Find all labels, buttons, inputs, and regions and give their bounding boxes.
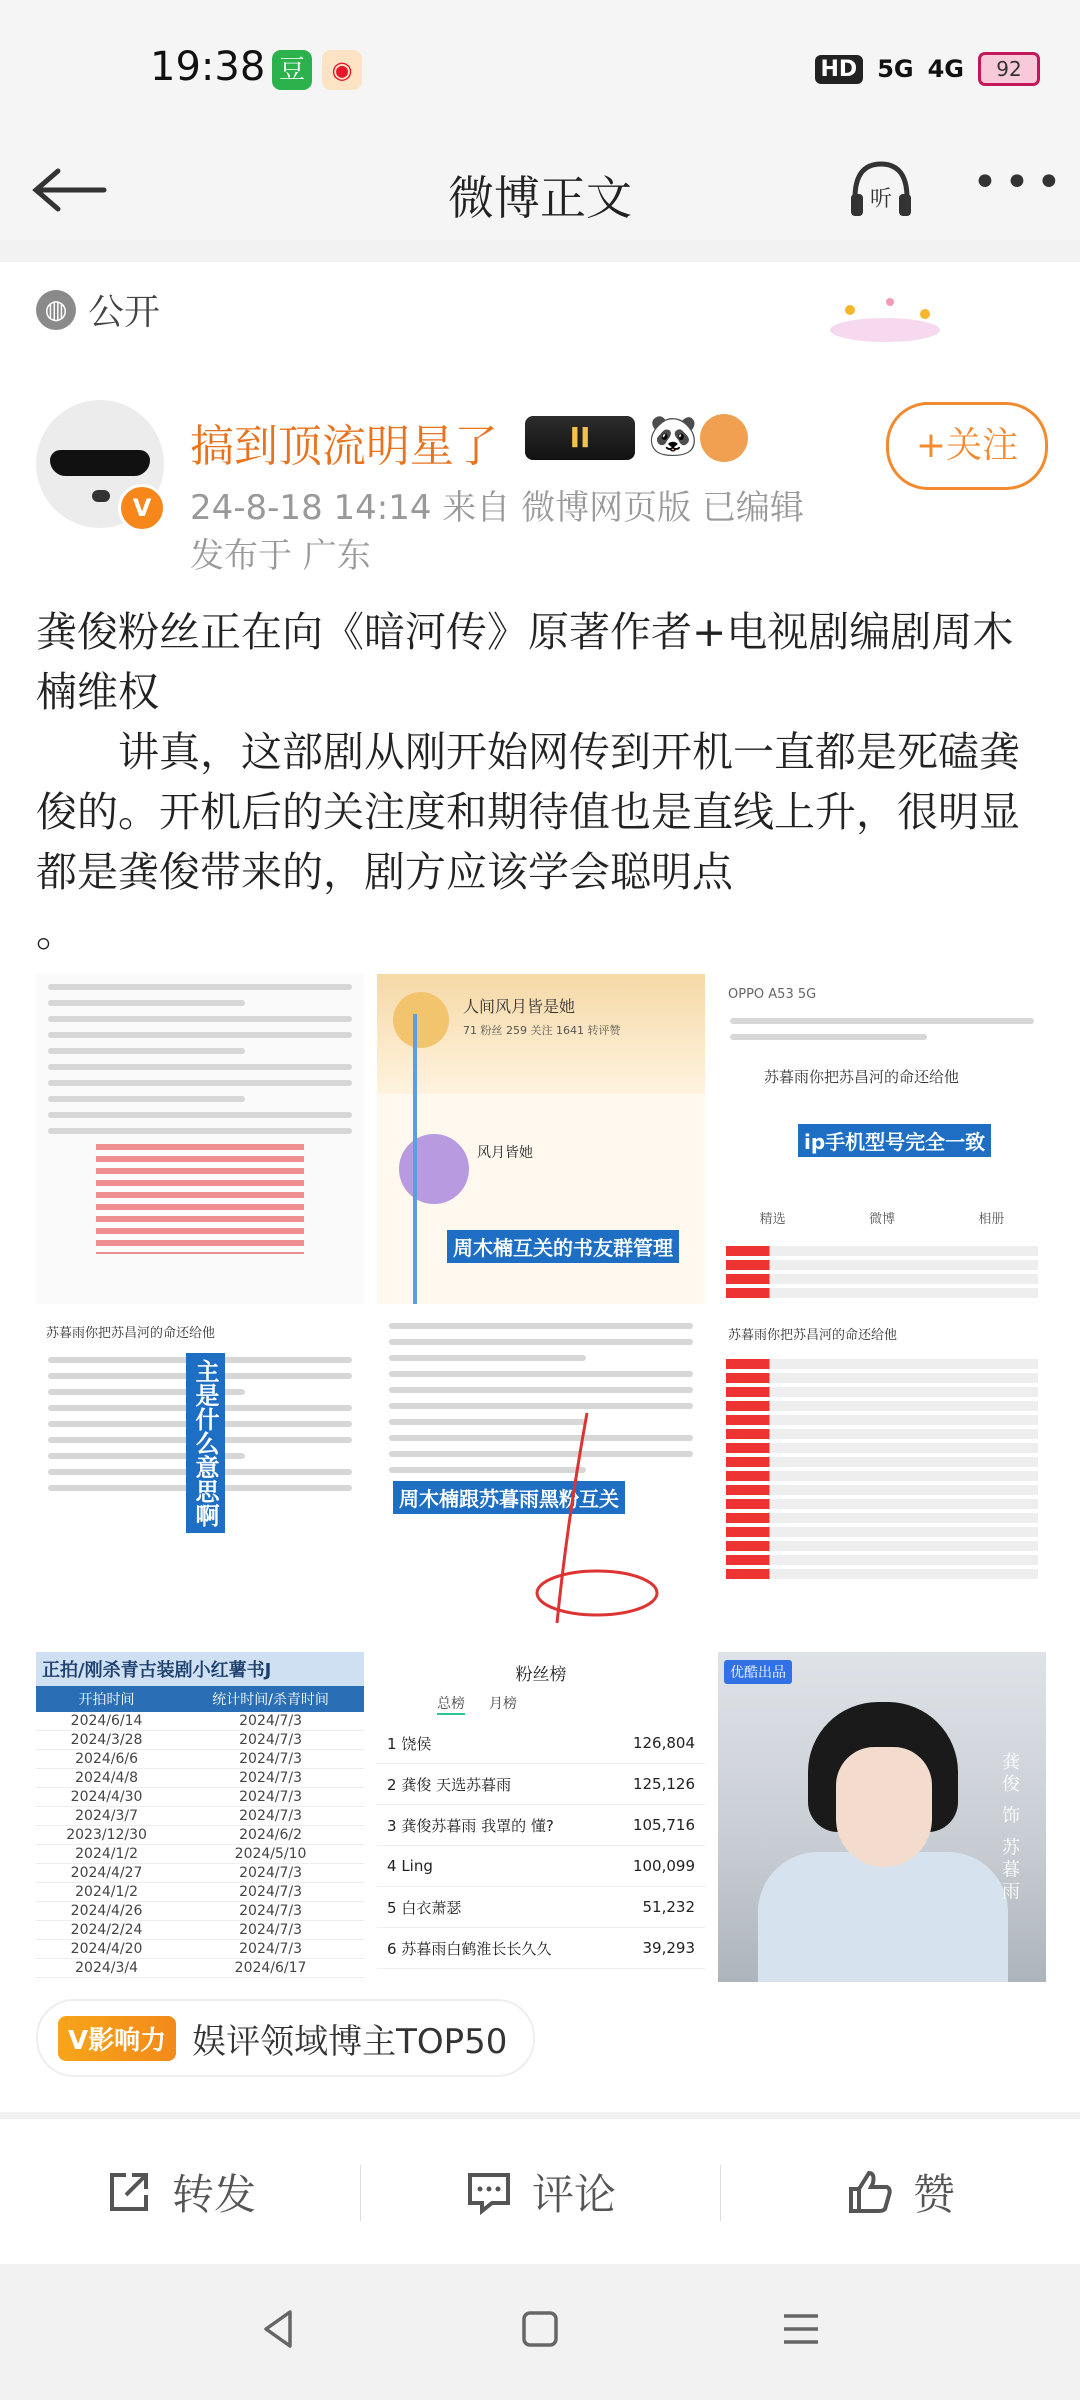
image-7-cell: 2024/4/8 — [36, 1769, 177, 1788]
image-7-cell: 2024/4/27 — [36, 1864, 177, 1883]
image-7-row — [36, 1826, 364, 1845]
image-7-cell: 2024/7/3 — [177, 1788, 364, 1807]
influence-badge[interactable] — [36, 1999, 535, 2077]
rank-row — [377, 1723, 705, 1764]
like-button[interactable] — [720, 2119, 1080, 2265]
rank-row — [377, 1764, 705, 1805]
fish-badge-icon — [700, 414, 748, 462]
image-7-row — [36, 1731, 364, 1750]
image-7-cell: 2024/6/2 — [177, 1826, 364, 1845]
rank-number: 5 — [387, 1898, 397, 1917]
image-9-tag: 优酷出品 — [724, 1660, 792, 1684]
author-name[interactable]: 搞到顶流明星了 — [190, 421, 498, 472]
image-8-ranklist — [377, 1723, 705, 1969]
comment-label: 评论 — [531, 2170, 616, 2219]
share-icon — [104, 2167, 154, 2217]
panda-badge-icon: 🐼 — [648, 413, 698, 459]
repost-label: 转发 — [171, 2170, 256, 2219]
image-7-row — [36, 1883, 364, 1902]
rank-score: 39,293 — [642, 1939, 695, 1957]
image-7-row — [36, 1750, 364, 1769]
image-7-row — [36, 1959, 364, 1978]
influence-logo-icon: V影响力 — [58, 2016, 176, 2061]
verified-badge-icon: V — [118, 484, 166, 532]
page-title: 微博正文 — [448, 171, 632, 225]
image-2-name2: 风月皆她 — [477, 1145, 533, 1161]
image-4[interactable] — [36, 1313, 364, 1643]
system-nav-bar — [0, 2264, 1080, 2400]
image-4-caption: 主是什么意思啊 — [186, 1353, 225, 1533]
globe-icon: ◍ — [36, 290, 76, 330]
image-3-caption: ip手机型号完全一致 — [798, 1124, 991, 1157]
image-9-caption: 龚俊 饰 苏暮雨 — [999, 1752, 1020, 1904]
visibility-indicator — [36, 284, 160, 335]
image-8-tab: 总榜 — [437, 1693, 465, 1715]
image-5-arrows — [437, 1373, 677, 1633]
rank-number: 6 — [387, 1939, 397, 1958]
image-9[interactable] — [718, 1652, 1046, 1982]
image-7-cell: 2024/7/3 — [177, 1902, 364, 1921]
image-7-col: 统计时间/杀青时间 — [177, 1686, 364, 1712]
rank-name: 白衣萧瑟 — [401, 1898, 462, 1917]
image-7-cell: 2024/5/10 — [177, 1845, 364, 1864]
rank-row — [377, 1887, 705, 1928]
image-3-model: OPPO A53 5G — [728, 987, 817, 1002]
image-7-row — [36, 1807, 364, 1826]
image-7-cell: 2024/4/30 — [36, 1788, 177, 1807]
image-7-table — [36, 1686, 364, 1978]
visibility-label: 公开 — [88, 292, 161, 333]
image-8[interactable] — [377, 1652, 705, 1982]
rank-row — [377, 1805, 705, 1846]
like-label: 赞 — [912, 2170, 955, 2219]
image-7-cell: 2024/7/3 — [177, 1940, 364, 1959]
listen-headphones-icon[interactable] — [845, 154, 917, 226]
image-7-header: 正拍/刚杀青古装剧小红薯书J — [36, 1652, 364, 1686]
image-7-cell: 2024/3/4 — [36, 1959, 177, 1978]
image-3-tabs — [718, 1208, 1046, 1227]
image-7-row — [36, 1864, 364, 1883]
rank-number: 2 — [387, 1775, 397, 1794]
image-1[interactable] — [36, 974, 364, 1304]
image-2-name: 人间风月皆是她 — [463, 997, 576, 1016]
rank-name: 龚俊 天选苏暮雨 — [401, 1775, 512, 1794]
influence-text: 娱评领域博主TOP50 — [192, 2021, 508, 2062]
rank-number: 4 — [387, 1857, 397, 1875]
rank-name: Ling — [401, 1857, 433, 1875]
image-7[interactable] — [36, 1652, 364, 1982]
follow-button[interactable]: +关注 — [886, 402, 1048, 490]
image-7-cell: 2024/6/6 — [36, 1750, 177, 1769]
image-2-stats: 71 粉丝 259 关注 1641 转评赞 — [463, 1024, 621, 1037]
signal-4g: 4G — [927, 55, 964, 83]
image-8-title: 粉丝榜 — [515, 1665, 567, 1685]
listen-label: 听 — [869, 187, 893, 212]
status-indicators — [815, 52, 1041, 86]
avatar-sunglasses — [50, 450, 150, 476]
image-7-cell: 2024/7/3 — [177, 1883, 364, 1902]
image-7-cell: 2024/3/28 — [36, 1731, 177, 1750]
comment-icon — [464, 2167, 514, 2217]
image-4-user: 苏暮雨你把苏昌河的命还给他 — [46, 1326, 216, 1341]
image-7-row — [36, 1788, 364, 1807]
image-7-cell: 2024/7/3 — [177, 1731, 364, 1750]
battery-icon: 92 — [978, 52, 1040, 86]
top-nav — [0, 140, 1080, 240]
post-headline: 龚俊粉丝正在向《暗河传》原著作者+电视剧编剧周木楠维权 — [36, 608, 1014, 716]
douban-app-icon: 豆 — [272, 50, 312, 90]
image-6-user: 苏暮雨你把苏昌河的命还给他 — [728, 1328, 898, 1343]
post-paragraph-tail: 。 — [36, 908, 77, 956]
repost-button[interactable] — [0, 2119, 360, 2265]
status-bar — [0, 0, 1080, 140]
system-menu-icon[interactable] — [776, 2304, 826, 2354]
system-back-icon[interactable] — [254, 2304, 304, 2354]
rank-number: 3 — [387, 1816, 397, 1835]
image-7-cell: 2024/6/17 — [177, 1959, 364, 1978]
image-7-cell: 2024/7/3 — [177, 1807, 364, 1826]
rank-number: 1 — [387, 1734, 397, 1753]
system-home-icon[interactable] — [515, 2304, 565, 2354]
image-7-cell: 2024/1/2 — [36, 1883, 177, 1902]
image-5-caption: 周木楠跟苏暮雨黑粉互关 — [393, 1481, 625, 1514]
member-crown-badge[interactable]: II — [525, 416, 635, 460]
image-7-row — [36, 1845, 364, 1864]
rank-name: 饶侯 — [401, 1734, 432, 1753]
image-3-tab: 精选 — [759, 1212, 786, 1227]
more-options-icon[interactable]: ••• — [972, 157, 1068, 208]
image-7-cell: 2024/4/26 — [36, 1902, 177, 1921]
image-7-cell: 2024/2/24 — [36, 1921, 177, 1940]
image-3-tab: 微博 — [868, 1212, 895, 1227]
rank-row — [377, 1846, 705, 1887]
image-7-cell: 2024/6/14 — [36, 1712, 177, 1731]
rank-name: 龚俊苏暮雨 我罩的 懂? — [401, 1816, 554, 1835]
avatar-nose — [92, 490, 110, 502]
action-bar — [0, 2118, 1080, 2265]
image-grid — [36, 974, 1046, 1982]
image-7-cell: 2024/7/3 — [177, 1864, 364, 1883]
image-3-user: 苏暮雨你把苏昌河的命还给他 — [764, 1068, 960, 1086]
post-location: 发布于 广东 — [190, 536, 371, 576]
rank-score: 100,099 — [632, 1857, 695, 1875]
post-paragraph: 讲真，这部剧从刚开始网传到开机一直都是死磕龚俊的。开机后的关注度和期待值也是直线上升，很明显都是龚俊带来的，剧方应该学会聪明点 — [36, 728, 1020, 896]
signal-5g: 5G — [877, 55, 914, 83]
comment-button[interactable] — [360, 2119, 720, 2265]
thumbs-up-icon — [845, 2167, 895, 2217]
image-7-cell: 2024/3/7 — [36, 1807, 177, 1826]
image-2-caption: 周木楠互关的书友群管理 — [447, 1230, 679, 1263]
post-meta: 24-8-18 14:14 来自 微博网页版 已编辑 — [190, 488, 804, 528]
image-5[interactable] — [377, 1313, 705, 1643]
hd-indicator: HD — [815, 55, 864, 84]
image-7-cell: 2024/7/3 — [177, 1712, 364, 1731]
rank-score: 105,716 — [632, 1816, 695, 1834]
image-6[interactable] — [718, 1313, 1046, 1643]
image-7-cell: 2024/7/3 — [177, 1921, 364, 1940]
image-7-row — [36, 1712, 364, 1731]
image-2[interactable] — [377, 974, 705, 1304]
post-body — [36, 602, 1046, 962]
post-card — [0, 262, 1080, 2112]
status-time: 19:38 — [150, 44, 266, 90]
image-7-row — [36, 1940, 364, 1959]
image-3-tab: 相册 — [978, 1212, 1005, 1227]
image-7-col: 开拍时间 — [36, 1686, 177, 1712]
rank-score: 126,804 — [632, 1734, 695, 1752]
image-7-cell: 2024/1/2 — [36, 1845, 177, 1864]
image-7-cell: 2024/7/3 — [177, 1769, 364, 1788]
image-7-row — [36, 1921, 364, 1940]
decorative-sparkle-icon — [820, 290, 950, 350]
rank-row — [377, 1928, 705, 1969]
image-7-cell: 2023/12/30 — [36, 1826, 177, 1845]
image-8-tab: 月榜 — [489, 1696, 517, 1712]
image-7-cell: 2024/4/20 — [36, 1940, 177, 1959]
rank-score: 51,232 — [642, 1898, 695, 1916]
image-7-cell: 2024/7/3 — [177, 1750, 364, 1769]
image-3[interactable] — [718, 974, 1046, 1304]
rank-name: 苏暮雨白鹤淮长长久久 — [401, 1939, 552, 1958]
image-7-row — [36, 1902, 364, 1921]
image-7-row — [36, 1769, 364, 1788]
weibo-app-icon: ◉ — [322, 50, 362, 90]
rank-score: 125,126 — [632, 1775, 695, 1793]
